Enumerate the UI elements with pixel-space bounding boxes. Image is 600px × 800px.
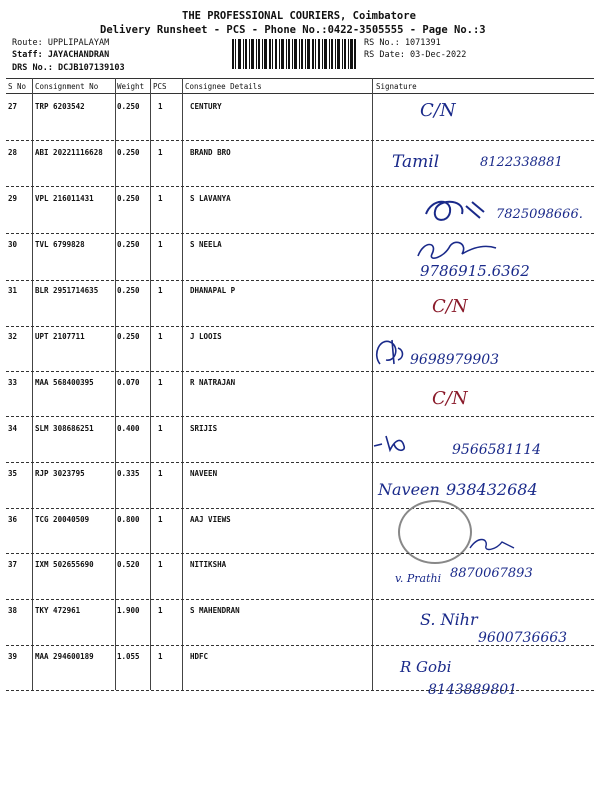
row-divider <box>6 371 594 372</box>
row-sno: 38 <box>8 606 18 615</box>
signature-scribble <box>412 236 502 264</box>
row-weight: 0.520 <box>117 560 140 569</box>
row-divider <box>6 233 594 234</box>
row-consignee: J LOOIS <box>190 332 222 341</box>
row-weight: 1.055 <box>117 652 140 661</box>
signature-scribble <box>370 334 410 368</box>
signature-phone: 7825098666. <box>496 207 583 222</box>
staff-label: Staff: JAYACHANDRAN <box>12 50 110 60</box>
row-divider <box>6 508 594 509</box>
row-weight: 1.900 <box>117 606 140 615</box>
rs-date: RS Date: 03-Dec-2022 <box>364 50 467 60</box>
col-header-consignee: Consignee Details <box>185 82 262 91</box>
table-header-rule <box>6 93 594 94</box>
row-consignee: NITIKSHA <box>190 560 227 569</box>
row-consignee: DHANAPAL P <box>190 286 236 295</box>
row-pcs: 1 <box>158 194 163 203</box>
row-pcs: 1 <box>158 424 163 433</box>
row-consignment: RJP 3023795 <box>35 469 85 478</box>
row-pcs: 1 <box>158 378 163 387</box>
col-header-weight: Weight <box>117 82 145 91</box>
row-consignee: NAVEEN <box>190 469 218 478</box>
row-consignee: R NATRAJAN <box>190 378 236 387</box>
col-header-signature: Signature <box>376 82 417 91</box>
row-weight: 0.250 <box>117 286 140 295</box>
signature: C/N <box>432 388 468 409</box>
row-weight: 0.250 <box>117 102 140 111</box>
row-consignee: BRAND BRO <box>190 148 231 157</box>
signature-phone: 9600736663 <box>478 630 568 646</box>
row-weight: 0.250 <box>117 332 140 341</box>
row-sno: 28 <box>8 148 18 157</box>
row-divider <box>6 186 594 187</box>
row-consignment: ABI 20221116628 <box>35 148 103 157</box>
row-weight: 0.070 <box>117 378 140 387</box>
signature-phone: 9698979903 <box>410 352 500 368</box>
row-weight: 0.400 <box>117 424 140 433</box>
row-sno: 30 <box>8 240 18 249</box>
row-pcs: 1 <box>158 652 163 661</box>
col-header-sno: S No <box>8 82 27 91</box>
row-consignee: CENTURY <box>190 102 222 111</box>
row-consignment: BLR 2951714635 <box>35 286 99 295</box>
row-consignee: HDFC <box>190 652 209 661</box>
row-consignment: UPT 2107711 <box>35 332 85 341</box>
row-sno: 27 <box>8 102 18 111</box>
row-pcs: 1 <box>158 515 163 524</box>
row-consignee: SRIJIS <box>190 424 218 433</box>
row-consignment: TVL 6799828 <box>35 240 85 249</box>
company-title: THE PROFESSIONAL COURIERS, Coimbatore <box>182 10 416 22</box>
row-consignment: SLM 308686251 <box>35 424 94 433</box>
row-pcs: 1 <box>158 469 163 478</box>
rs-number: RS No.: 1071391 <box>364 38 441 48</box>
table-top-rule <box>6 78 594 79</box>
row-weight: 0.800 <box>117 515 140 524</box>
drs-number: DRS No.: DCJB107139103 <box>12 63 125 73</box>
row-consignment: TCG 20040509 <box>35 515 90 524</box>
signature-phone: 8870067893 <box>450 566 533 581</box>
row-divider <box>6 645 594 646</box>
row-sno: 29 <box>8 194 18 203</box>
signature-phone: 8143889801 <box>428 682 518 698</box>
row-consignee: S LAVANYA <box>190 194 231 203</box>
row-divider <box>6 280 594 281</box>
signature: S. Nihr <box>420 610 478 629</box>
row-pcs: 1 <box>158 240 163 249</box>
row-consignment: MAA 568400395 <box>35 378 94 387</box>
row-sno: 37 <box>8 560 18 569</box>
signature-phone: 8122338881 <box>480 155 563 170</box>
row-pcs: 1 <box>158 148 163 157</box>
row-sno: 33 <box>8 378 18 387</box>
row-pcs: 1 <box>158 560 163 569</box>
signature: C/N <box>432 296 468 317</box>
row-sno: 36 <box>8 515 18 524</box>
row-pcs: 1 <box>158 332 163 341</box>
row-divider <box>6 462 594 463</box>
row-sno: 39 <box>8 652 18 661</box>
row-divider <box>6 416 594 417</box>
signature-scribble <box>422 196 492 226</box>
signature-phone: 9786915.6362 <box>420 262 530 280</box>
row-divider <box>6 599 594 600</box>
row-sno: 34 <box>8 424 18 433</box>
col-header-pcs: PCS <box>153 82 167 91</box>
row-divider <box>6 690 594 691</box>
row-sno: 35 <box>8 469 18 478</box>
row-weight: 0.335 <box>117 469 140 478</box>
signature-scribble <box>468 534 518 554</box>
row-consignment: IXM 502655690 <box>35 560 94 569</box>
signature-phone: 938432684 <box>446 480 538 499</box>
row-consignment: MAA 294600189 <box>35 652 94 661</box>
row-consignment: TKY 472961 <box>35 606 81 615</box>
row-sno: 31 <box>8 286 18 295</box>
signature-phone: 9566581114 <box>452 442 542 458</box>
row-divider <box>6 553 594 554</box>
row-weight: 0.250 <box>117 148 140 157</box>
row-consignee: S NEELA <box>190 240 222 249</box>
row-consignee: S MAHENDRAN <box>190 606 240 615</box>
row-consignee: AAJ VIEWS <box>190 515 231 524</box>
signature: C/N <box>420 100 456 121</box>
signature: R Gobi <box>400 658 452 676</box>
row-divider <box>6 140 594 141</box>
row-weight: 0.250 <box>117 240 140 249</box>
row-divider <box>6 326 594 327</box>
row-pcs: 1 <box>158 102 163 111</box>
col-header-consignment: Consignment No <box>35 82 99 91</box>
row-consignment: VPL 216011431 <box>35 194 94 203</box>
row-pcs: 1 <box>158 286 163 295</box>
signature-scribble <box>372 432 412 454</box>
company-stamp <box>398 500 472 564</box>
signature: Tamil <box>392 152 440 172</box>
row-sno: 32 <box>8 332 18 341</box>
barcode <box>232 39 356 69</box>
runsheet-title: Delivery Runsheet - PCS - Phone No.:0422-3505555 - Page No.:3 <box>100 24 486 36</box>
row-weight: 0.250 <box>117 194 140 203</box>
signature: v. Prathi <box>395 572 442 585</box>
signature: Naveen <box>378 480 440 499</box>
route-label: Route: UPPLIPALAYAM <box>12 38 110 48</box>
row-pcs: 1 <box>158 606 163 615</box>
row-consignment: TRP 6203542 <box>35 102 85 111</box>
